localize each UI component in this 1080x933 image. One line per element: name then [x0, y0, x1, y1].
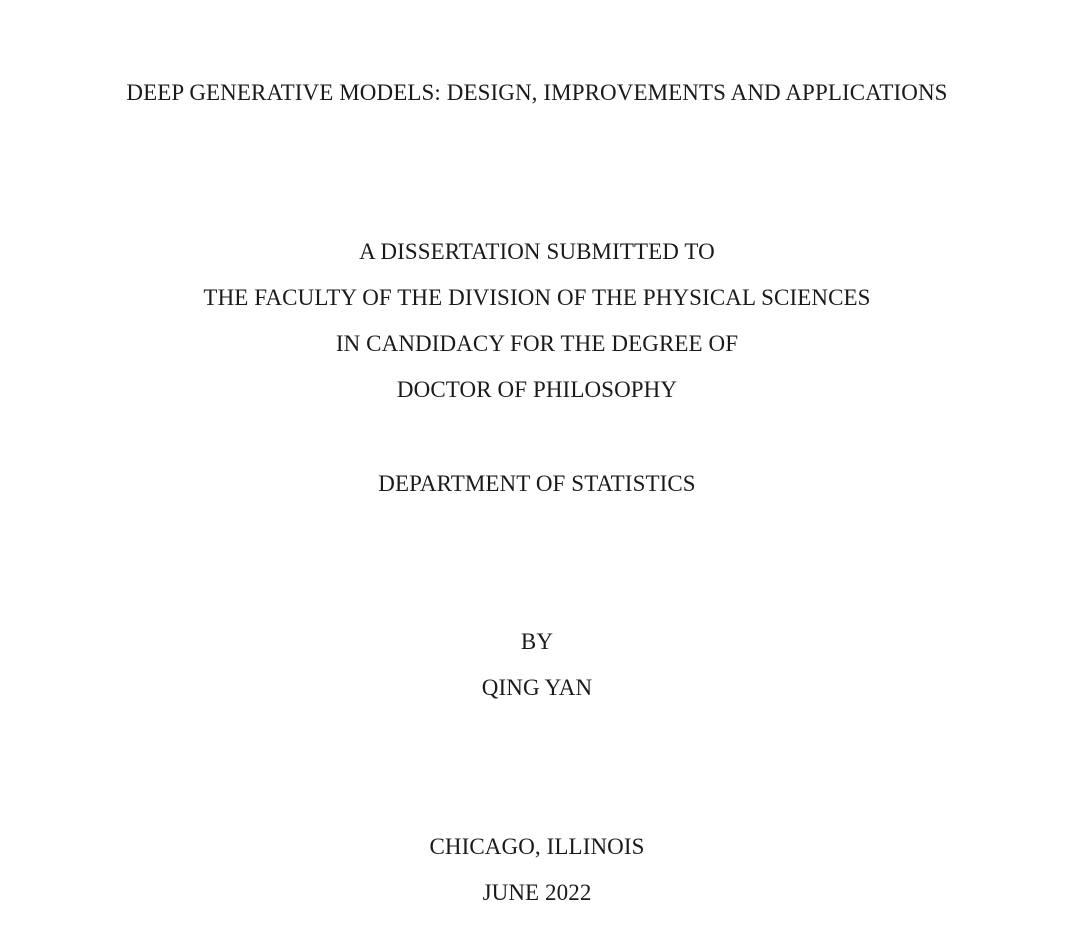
- author-name: QING YAN: [481, 675, 593, 700]
- submission-line-1: A DISSERTATION SUBMITTED TO: [359, 239, 715, 264]
- submission-line-2: THE FACULTY OF THE DIVISION OF THE PHYSICAL SCIENCES: [203, 285, 871, 310]
- department-name: DEPARTMENT OF STATISTICS: [378, 471, 696, 496]
- degree-name: DOCTOR OF PHILOSOPHY: [396, 377, 678, 402]
- dissertation-title: DEEP GENERATIVE MODELS: DESIGN, IMPROVEMENTS AND APPLICATIONS: [126, 80, 948, 105]
- location: CHICAGO, ILLINOIS: [429, 834, 645, 859]
- submission-line-3: IN CANDIDACY FOR THE DEGREE OF: [335, 331, 739, 356]
- submission-date: JUNE 2022: [482, 880, 592, 905]
- by-label: BY: [520, 629, 554, 654]
